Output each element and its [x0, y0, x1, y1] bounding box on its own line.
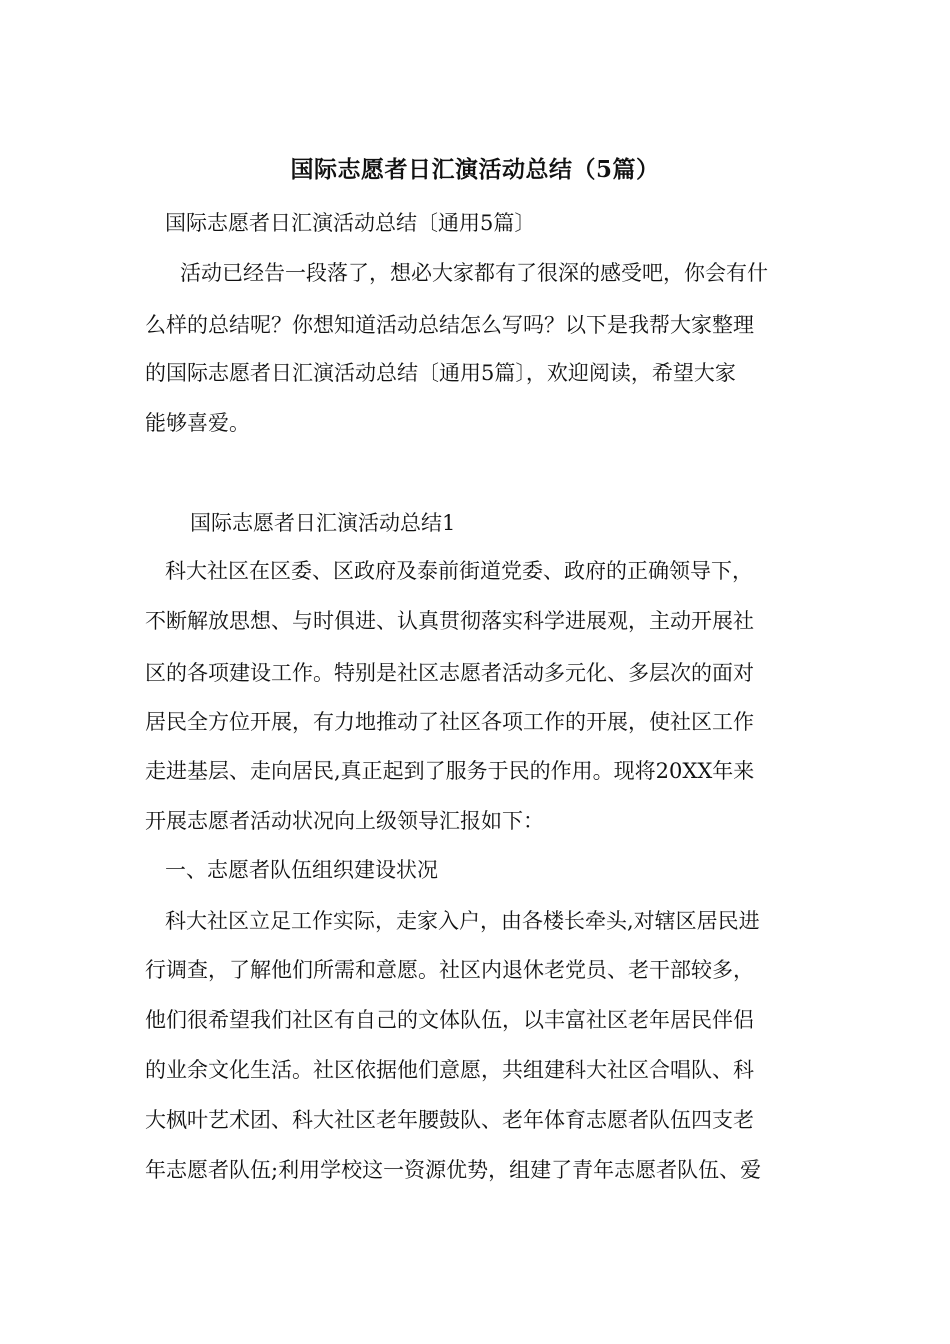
- intro-line: 的国际志愿者日汇演活动总结〔通用5篇〕，欢迎阅读，希望大家: [145, 361, 736, 385]
- paragraph-line: 走进基层、走向居民,真正起到了服务于民的作用。现将20XX年来: [145, 759, 755, 783]
- paragraph-line: 居民全方位开展，有力地推动了社区各项工作的开展，使社区工作: [145, 710, 754, 734]
- intro-line: 活动已经告一段落了，想必大家都有了很深的感受吧，你会有什: [180, 261, 768, 285]
- intro-line: 么样的总结呢？你想知道活动总结怎么写吗？以下是我帮大家整理: [145, 313, 754, 337]
- paragraph-line: 的业余文化生活。社区依据他们意愿，共组建科大社区合唱队、科: [145, 1058, 754, 1082]
- subheading: 一、志愿者队伍组织建设状况: [165, 858, 438, 882]
- paragraph-line: 科大社区立足工作实际，走家入户，由各楼长牵头,对辖区居民进: [165, 909, 760, 933]
- document-title: 国际志愿者日汇演活动总结（5篇）: [290, 156, 660, 183]
- document-subtitle: 国际志愿者日汇演活动总结〔通用5篇〕: [165, 211, 536, 235]
- paragraph-line: 行调查，了解他们所需和意愿。社区内退休老党员、老干部较多，: [145, 958, 754, 982]
- paragraph-line: 大枫叶艺术团、科大社区老年腰鼓队、老年体育志愿者队伍四支老: [145, 1108, 754, 1132]
- section-heading: 国际志愿者日汇演活动总结1: [190, 511, 456, 535]
- paragraph-line: 科大社区在区委、区政府及泰前街道党委、政府的正确领导下，: [165, 559, 753, 583]
- paragraph-line: 不断解放思想、与时俱进、认真贯彻落实科学进展观，主动开展社: [145, 609, 754, 633]
- paragraph-line: 他们很希望我们社区有自己的文体队伍，以丰富社区老年居民伴侣: [145, 1008, 754, 1032]
- paragraph-line: 开展志愿者活动状况向上级领导汇报如下：: [145, 809, 544, 833]
- paragraph-line: 年志愿者队伍;利用学校这一资源优势，组建了青年志愿者队伍、爱: [145, 1158, 762, 1182]
- paragraph-line: 区的各项建设工作。特别是社区志愿者活动多元化、多层次的面对: [145, 661, 754, 685]
- intro-line: 能够喜爱。: [145, 411, 250, 435]
